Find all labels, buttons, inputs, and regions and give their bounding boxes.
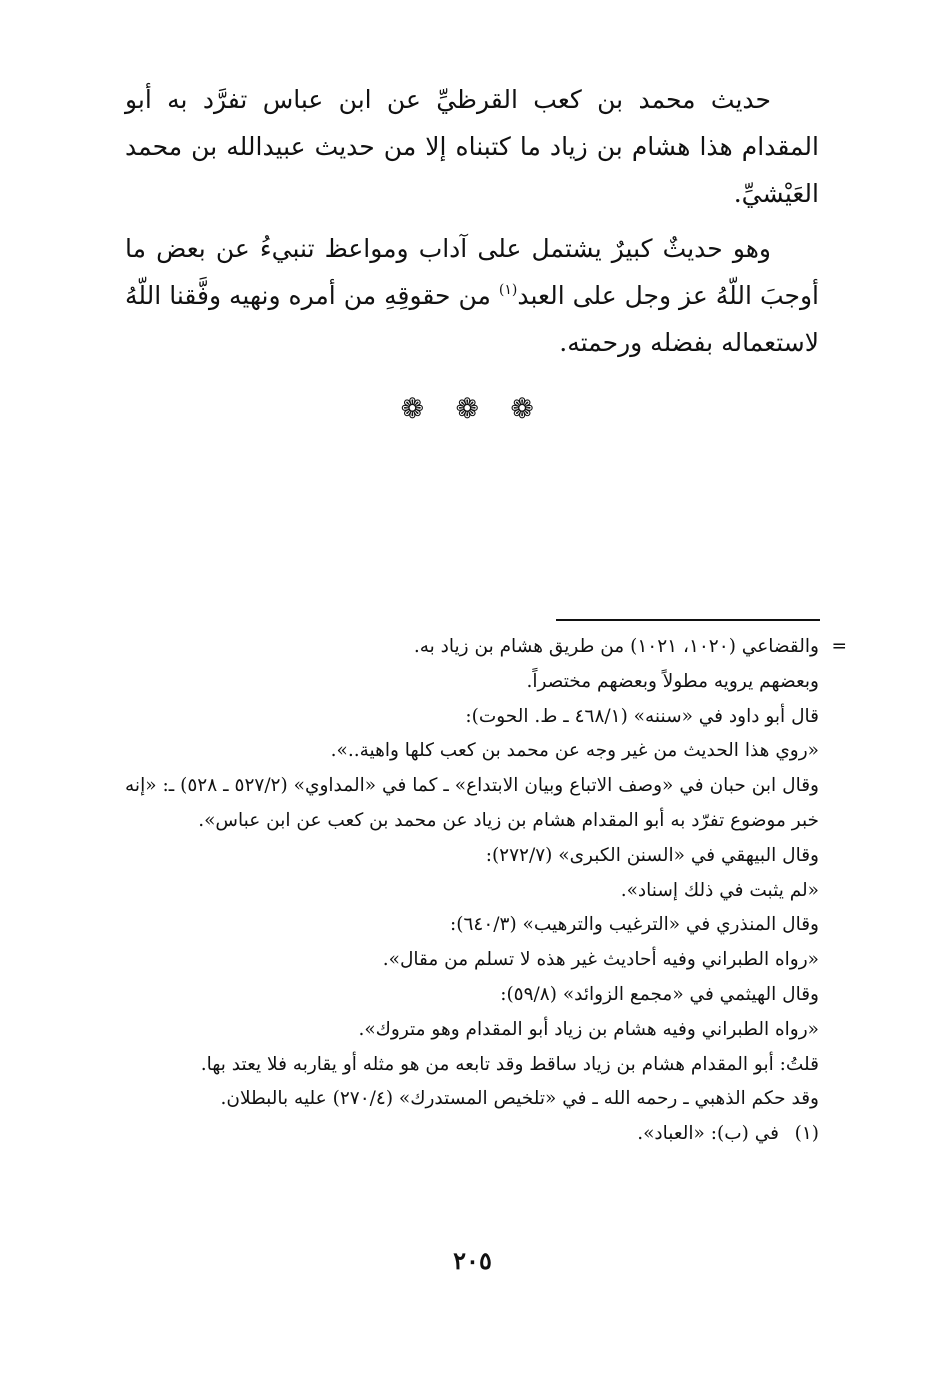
footnotes	[125, 630, 847, 1152]
footnote-line: قال أبو داود في «سننه» (٤٦٨/١ ـ ط. الحوت):	[465, 705, 819, 727]
footnote-reference[interactable]: (١)	[498, 282, 518, 298]
paragraph-1: حديث محمد بن كعب القرظيِّ عن ابن عباس تفرَّد به أبو المقدام هذا هشام بن زياد ما كتبناه إلا من حديث عبيدالله بن محمد العَيْشيِّ.	[125, 85, 819, 208]
footnote-line: وقد حكم الذهبي ـ رحمه الله ـ في «تلخيص المستدرك» (٢٧٠/٤) عليه بالبطلان.	[220, 1088, 819, 1110]
paragraph-2	[125, 225, 819, 366]
main-text	[125, 76, 819, 374]
paragraph-2-start: وهو حديثٌ كبيرٌ يشتمل على آداب ومواعظ تنبيءُ عن بعض ما أوجبَ اللّهُ عز وجل على العبد	[125, 234, 819, 310]
footnote-line: وقال البيهقي في «السنن الكبرى» (٢٧٢/٧):	[485, 844, 819, 866]
section-divider-ornaments	[0, 392, 945, 426]
footnote-text: والقضاعي (١٠٢٠، ١٠٢١) من طريق هشام بن زياد به.	[413, 636, 819, 657]
footnote-line	[125, 630, 847, 665]
footnote-line: وبعضهم يرويه مطولاً وبعضهم مختصراً.	[526, 670, 819, 692]
footnote-line: «رواه الطبراني وفيه أحاديث غير هذه لا تسلم من مقال».	[382, 949, 819, 971]
footnote-line: «رواه الطبراني وفيه هشام بن زياد أبو المقدام وهو متروك».	[358, 1018, 819, 1040]
footnote-line: وقال الهيثمي في «مجمع الزوائد» (٥٩/٨):	[500, 983, 819, 1005]
continuation-marker: =	[831, 636, 847, 657]
footnote-line: قلتُ: أبو المقدام هشام بن زياد ساقط وقد تابعه من هو مثله أو يقاربه فلا يعتد بها.	[200, 1053, 819, 1075]
flower-ornament-icon: ❁	[455, 392, 491, 425]
footnote-line: «لم يثبت في ذلك إسناد».	[620, 879, 819, 901]
footnote-1	[125, 1117, 819, 1152]
footnote-line: وقال ابن حبان في «وصف الاتباع وبيان الابتداع» ـ كما في «المداوي» (٥٢٧/٢ ـ ٥٢٨) ـ: «إنه خبر موضوع تفرّد به أبو المقدام هشام بن زياد عن محمد بن كعب عن ابن عباس».	[125, 775, 819, 831]
footnote-1-text: في (ب): «العباد».	[637, 1123, 779, 1145]
footnote-separator	[556, 619, 820, 621]
paragraph-2-end: من حقوقِهِ من أمره ونهيه وفَّقنا اللّهُ لاستعماله بفضله ورحمته.	[125, 281, 819, 357]
footnote-line: وقال المنذري في «الترغيب والترهيب» (٦٤٠/٣):	[450, 914, 819, 936]
page-number: ٢٠٥	[453, 1246, 492, 1275]
footnote-number: (١)	[794, 1123, 819, 1145]
footnote-line: «روي هذا الحديث من غير وجه عن محمد بن كعب كلها واهية..».	[330, 740, 819, 762]
flower-ornament-icon: ❁	[510, 392, 546, 425]
flower-ornament-icon: ❁	[400, 392, 437, 425]
